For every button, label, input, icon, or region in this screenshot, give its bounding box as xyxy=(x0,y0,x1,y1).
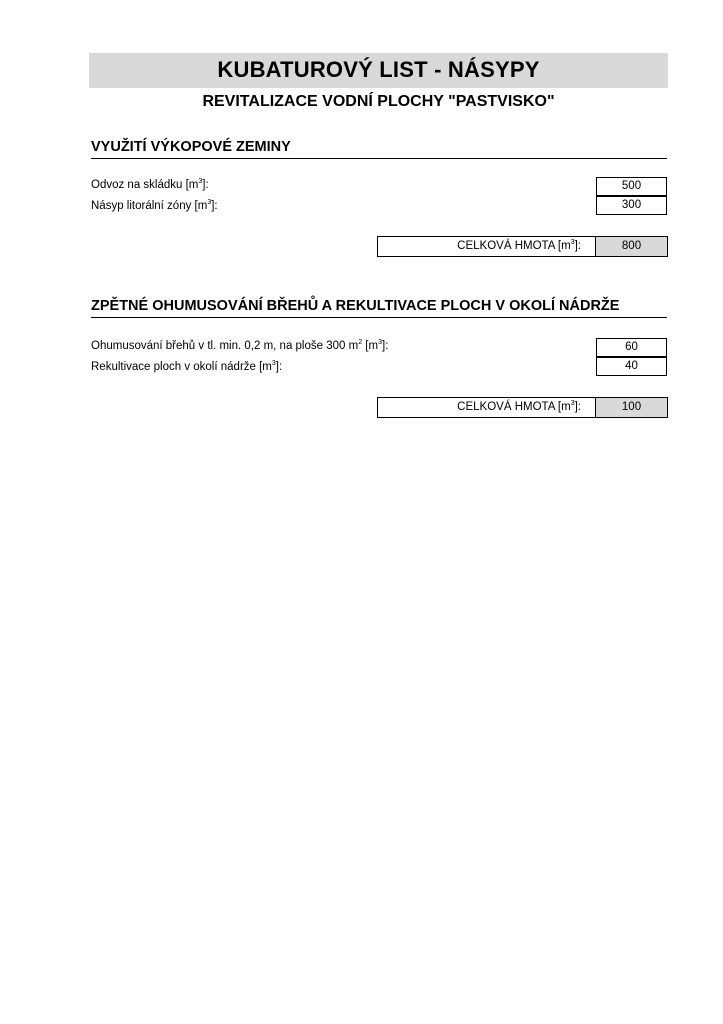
unit-superscript: 3 xyxy=(271,360,276,368)
total-row-section-1 xyxy=(377,236,668,257)
row-label-ohumusovani-brehu xyxy=(91,340,388,352)
total-label xyxy=(378,237,596,256)
unit-superscript: 3 xyxy=(570,400,575,408)
total-label-suffix: ]: xyxy=(574,401,581,413)
row-label-suffix: ]: xyxy=(382,340,389,352)
total-value: 100 xyxy=(596,398,667,417)
value-cell-rekultivace: 40 xyxy=(596,357,667,376)
total-label-text: CELKOVÁ HMOTA [m xyxy=(457,240,571,252)
row-label-nasyp-litoralni xyxy=(91,200,218,212)
total-row-section-2 xyxy=(377,397,668,418)
row-label-suffix: ]: xyxy=(275,361,283,373)
unit-superscript: 3 xyxy=(378,339,382,347)
document-subtitle: REVITALIZACE VODNÍ PLOCHY "PASTVISKO" xyxy=(202,93,555,110)
unit-superscript: 3 xyxy=(198,178,203,186)
row-label-text: Odvoz na skládku [m xyxy=(91,179,199,191)
row-label-rekultivace xyxy=(91,361,282,373)
unit-superscript: 3 xyxy=(207,199,212,207)
total-value: 800 xyxy=(596,237,667,256)
unit-superscript: 3 xyxy=(570,239,575,247)
row-label-mid: [m xyxy=(362,340,379,352)
row-label-suffix: ]: xyxy=(211,200,218,212)
area-superscript: 2 xyxy=(358,339,363,347)
total-label xyxy=(378,398,596,417)
section-heading-vykopove-zeminy: VYUŽITÍ VÝKOPOVÉ ZEMINY xyxy=(91,139,667,159)
document-title: KUBATUROVÝ LIST - NÁSYPY xyxy=(217,57,540,82)
section-heading-ohumusovani: ZPĚTNÉ OHUMUSOVÁNÍ BŘEHŮ A REKULTIVACE PLOCH V OKOLÍ NÁDRŽE xyxy=(91,298,667,318)
row-label-suffix: ]: xyxy=(202,179,209,191)
total-label-text: CELKOVÁ HMOTA [m xyxy=(457,401,571,413)
title-bar xyxy=(89,53,668,88)
value-cell-ohumusovani-brehu: 60 xyxy=(596,338,667,357)
value-cell-odvoz: 500 xyxy=(596,177,667,196)
total-label-suffix: ]: xyxy=(574,240,581,252)
row-label-odvoz xyxy=(91,179,209,191)
row-label-text: Násyp litorální zóny [m xyxy=(91,200,208,212)
row-label-text: Rekultivace ploch v okolí nádrže [m xyxy=(91,361,272,373)
value-cell-nasyp-litoralni: 300 xyxy=(596,196,667,215)
row-label-text: Ohumusování břehů v tl. min. 0,2 m, na ploše 300 m xyxy=(91,340,359,352)
